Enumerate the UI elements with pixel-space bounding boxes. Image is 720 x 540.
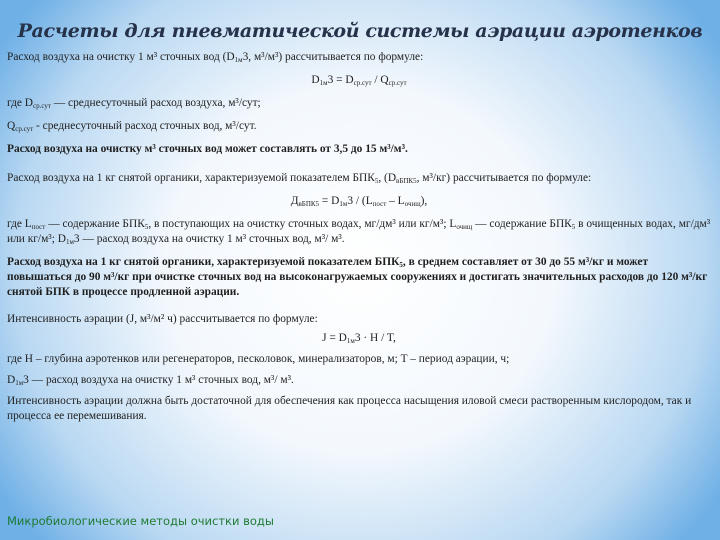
definition-h-t: где H – глубина аэротенков или регенераторов, песколовок, минерализаторов, м; T – период аэрации, ч; [7,353,510,365]
formula-intensity: $J = D_{1м}3 \cdot H / T$, [322,332,396,345]
formula-dbpk5: $Д_{вБПК5} = D_{1м}3 / (L_{пост} - L_{очищ})$, [290,195,428,208]
footer-caption: Микробиологические методы очистки воды [7,514,274,528]
definition-d1m3: $D_{1м}3$ — расход воздуха на очистку 1 м³ сточных вод, м³/ м³. [7,374,294,387]
definition-l-values: где $L_{пост}$ — содержание $БПК_5$, в поступающих на очистку сточных водах, мг/дм³ или кг/м³; $L_{очищ}$ — содержание $БПК_5$ в очищенных водах, мг/дм³ или кг/м³; $D_{1м}3$ — расход воздуха на очистку 1 м³ сточных вод, м³/ м³. [7,218,711,246]
note-air-per-bod-range: Расход воздуха на 1 кг снятой органики, характеризуемой показателем $БПК_5$, в среднем составляет от 30 до 55 м³/кг и может повышаться до 90 м³/кг при очистке сточных вод на высоконагружаемых сооружениях и достигать значительных расходов до 120 м³/кг снятой БПК в процессе продленной аэрации. [7,256,708,298]
slide-title: Расчеты для пневматической системы аэрации аэротенков [17,20,703,42]
paragraph-aeration-intensity: Интенсивность аэрации (J, м³/м² ч) рассчитывается по формуле: [7,313,318,325]
paragraph-air-per-bod: Расход воздуха на 1 кг снятой органики, характеризуемой показателем $БПК_5$, ($D_{вБПК5}$, м³/кг) рассчитывается по формуле: [7,172,592,185]
slide-content [7,50,711,424]
definition-q-daily: $Q_{ср.сут}$ - среднесуточный расход сточных вод, м³/сут. [7,120,257,133]
note-air-range: Расход воздуха на очистку м³ сточных вод может составлять от 3,5 до 15 м³/м³. [7,143,408,155]
paragraph-air-per-m3: Расход воздуха на очистку 1 м³ сточных вод ($D_{1м}3$, м³/м³) рассчитывается по формуле: [7,51,424,64]
note-aeration-sufficiency: Интенсивность аэрации должна быть достаточной для обеспечения как процесса насыщения иловой смеси растворенным кислородом, так и процесса ее перемешивания. [7,395,692,422]
definition-d-daily: где $D_{ср.сут}$ — среднесуточный расход воздуха, м³/сут; [7,97,261,110]
formula-d1m3: $D_{1м}3 = D_{ср.сут} / Q_{ср.сут}$ [311,74,407,87]
